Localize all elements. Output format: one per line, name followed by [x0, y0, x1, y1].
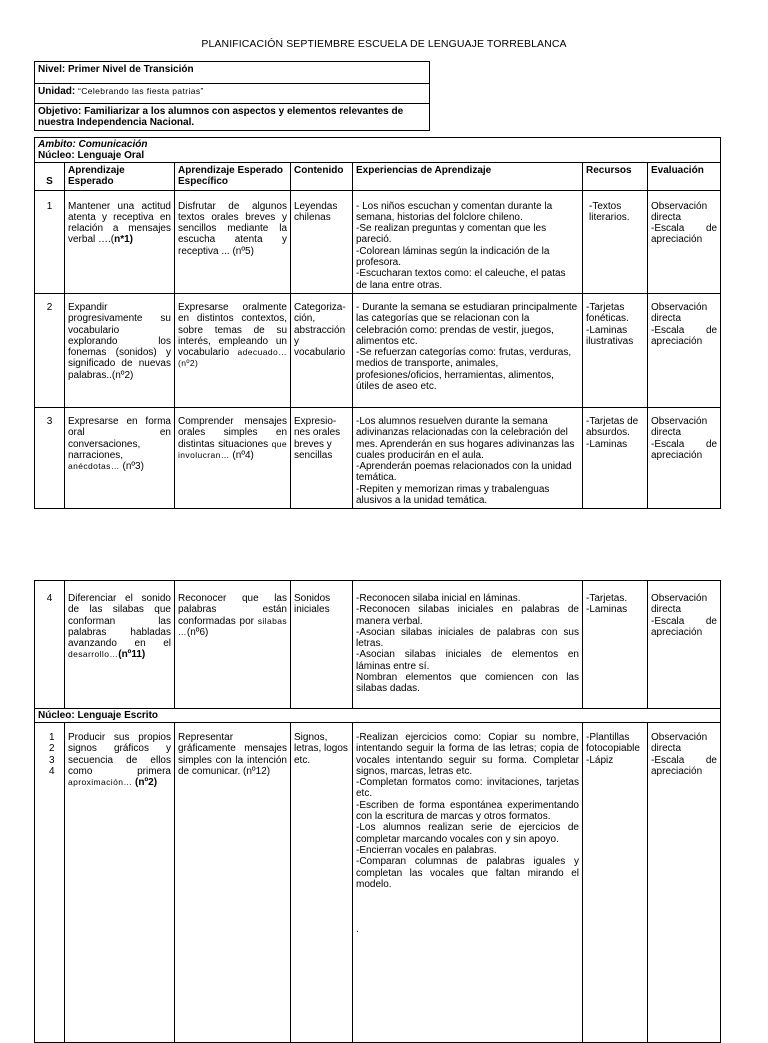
table-row — [35, 407, 721, 508]
eval-item: -Escala de apreciación — [651, 223, 718, 246]
unidad-value: “Celebrando las fiesta patrias” — [78, 86, 204, 96]
exp-item: -Repiten y memorizan rimas y trabalenguas alusivos a la unidad temática. — [356, 483, 550, 507]
col-header-aee: Aprendizaje Esperado Específico — [175, 163, 291, 191]
row-s: 1 2 3 4 — [35, 723, 65, 1043]
exp-item: -Escriben de forma espontánea experimentando con la escritura de marcas y otros formatos. — [356, 799, 579, 823]
exp-item: - Durante la semana se estudiaran principalmente las categorías que se relacionan con la celebración como: prendas de vestir, juegos, alimentos etc. — [356, 301, 578, 347]
exp-item: -Se refuerzan categorías como: frutas, verduras, medios de transporte, animales, profesiones/oficios, herramientas, alimentos, útiles de aseo etc. — [356, 347, 572, 393]
exp-item: -Asocian silabas iniciales de palabras con sus letras. — [356, 626, 579, 650]
nucleo-escrito-label: Núcleo: Lenguaje Escrito — [35, 709, 721, 723]
eval-item: Observación directa — [651, 200, 708, 223]
exp-item: -Reconocen silabas iniciales en palabras de manera verbal. — [356, 604, 579, 627]
row-recursos — [583, 190, 648, 293]
aee-small: que involucran… — [178, 438, 287, 460]
eval-item: -Escala de apreciación — [651, 754, 717, 777]
exp-item: - Los niños escuchan y comentan durante la semana, historias del folclore chileno. — [356, 200, 553, 223]
table-row — [35, 293, 721, 407]
eval-item: Observación directa — [651, 415, 708, 439]
aee-ref: (nº4) — [229, 449, 254, 461]
row-evaluacion — [648, 723, 721, 1043]
exp-trailing-mark: . — [356, 924, 359, 936]
recurso-item: -Textos literarios. — [589, 200, 630, 223]
row-ae — [65, 581, 175, 709]
column-header-row — [35, 163, 721, 191]
planning-table-escrito — [34, 580, 721, 1043]
row-evaluacion — [648, 581, 721, 709]
row-contenido: Signos, letras, logos etc. — [291, 723, 353, 1043]
row-aee: Disfrutar de algunos textos orales breves y sencillos mediante la escucha atenta y receptiva ... (nº5) — [175, 190, 291, 293]
row-contenido: Expresio-nes orales breves y sencillas — [291, 407, 353, 508]
exp-item: -Completan formatos como: invitaciones, tarjetas etc. — [356, 777, 579, 800]
unidad-field — [35, 84, 429, 104]
col-header-ae: Aprendizaje Esperado — [65, 163, 175, 191]
objetivo-field: Objetivo: Familiarizar a los alumnos con aspectos y elementos relevantes de nuestra Independencia Nacional. — [38, 106, 404, 128]
row-s: 3 — [35, 407, 65, 508]
ae-small: aproximación… — [68, 777, 133, 788]
exp-item: -Los alumnos resuelven durante la semana adivinanzas relacionadas con la celebración del mes. Aprenderán en sus hogares adivinanzas las cuales producirán en el aula. — [356, 415, 575, 461]
ae-text: Producir sus propios signos gráficos y secuencia de ellos como primera — [68, 732, 171, 777]
table-row — [35, 190, 721, 293]
row-contenido: Sonidos iniciales — [291, 581, 353, 709]
nivel-field: Nivel: Primer Nivel de Transición — [35, 62, 429, 84]
row-evaluacion — [648, 190, 721, 293]
row-recursos — [583, 407, 648, 508]
eval-item: -Escala de apreciación — [651, 438, 718, 461]
row-experiencias — [353, 190, 583, 293]
row-ae: Expandir progresivamente su vocabulario explorando los fonemas (sonidos) y significado de nuevas palabras..(nº2) — [65, 293, 175, 407]
col-header-contenido: Contenido — [291, 163, 353, 191]
exp-item: -Se realizan preguntas y comentan que les pareció. — [356, 223, 547, 246]
aee-small: silabas … — [178, 615, 287, 637]
header-box — [34, 61, 430, 131]
eval-item: -Escala de apreciación — [651, 324, 718, 347]
col-header-recursos: Recursos — [583, 163, 648, 191]
row-ae — [65, 190, 175, 293]
row-s: 4 — [35, 581, 65, 709]
page-title: PLANIFICACIÓN SEPTIEMBRE ESCUELA DE LENGUAJE TORREBLANCA — [201, 38, 567, 50]
ae-small: desarrollo… — [68, 649, 119, 660]
exp-item: -Escucharan textos como: el caleuche, el patas de lana entre otras. — [356, 268, 566, 291]
row-ae — [65, 723, 175, 1043]
unidad-label: Unidad: — [38, 86, 76, 97]
recurso-item: -Laminas — [586, 438, 628, 450]
table-row — [35, 723, 721, 1043]
aee-text: Comprender mensajes orales simples en distintas situaciones — [178, 415, 287, 450]
row-experiencias — [353, 723, 583, 1043]
row-evaluacion — [648, 407, 721, 508]
recurso-item: -Plantillas fotocopiable — [586, 732, 640, 755]
col-header-experiencias: Experiencias de Aprendizaje — [353, 163, 583, 191]
ae-ref: (nº2) — [132, 777, 158, 789]
eval-item: -Escala de apreciación — [651, 615, 717, 638]
row-aee: Representar gráficamente mensajes simples con la intención de comunicar. (nº12) — [175, 723, 291, 1043]
aee-text: Expresarse oralmente en distintos contextos, sobre temas de su interés, empleando un vocabulario — [178, 301, 287, 359]
exp-item: -Encierran vocales en palabras. — [356, 844, 497, 856]
planning-table-oral — [34, 137, 721, 509]
ae-ref: (nº11) — [118, 649, 146, 661]
row-aee — [175, 293, 291, 407]
recurso-item: -Lápiz — [586, 754, 614, 766]
row-s: 1 — [35, 190, 65, 293]
ae-text: Mantener una actitud atenta y receptiva en relación a mensajes verbal ….( — [68, 200, 171, 246]
ambito-nucleo-header — [35, 138, 721, 163]
row-s: 2 — [35, 293, 65, 407]
recurso-item: -Tarjetas de absurdos. — [586, 415, 639, 439]
row-evaluacion — [648, 293, 721, 407]
ae-text: Expresarse en forma oral en conversaciones, narraciones, — [68, 415, 171, 461]
col-header-evaluacion: Evaluación — [648, 163, 721, 191]
exp-item: -Comparan columnas de palabras iguales y completan las vocales que faltan mirando el modelo. — [356, 856, 579, 890]
recurso-item: -Tarjetas. — [586, 593, 628, 604]
ae-small: anécdotas… — [68, 461, 120, 472]
table-row — [35, 581, 721, 709]
exp-item: -Colorean láminas según la indicación de la profesora. — [356, 245, 550, 269]
aee-ref: (nº6) — [186, 626, 209, 638]
exp-item: -Reconocen silaba inicial en láminas. — [356, 593, 521, 604]
recurso-item: -Laminas ilustrativas — [586, 324, 634, 347]
row-recursos — [583, 581, 648, 709]
ambito-label: Ambito: Comunicación — [38, 139, 148, 150]
row-aee — [175, 407, 291, 508]
ae-ref: n*1) — [114, 234, 134, 246]
eval-item: Observación directa — [651, 593, 708, 616]
eval-item: Observación directa — [651, 301, 708, 325]
exp-item: -Los alumnos realizan serie de ejercicios de completar marcando vocales con y sin apoyo. — [356, 822, 579, 845]
row-recursos — [583, 293, 648, 407]
row-aee — [175, 581, 291, 709]
aee-text: Reconocer que las palabras están conformadas por — [178, 593, 287, 627]
ae-text: Diferenciar el sonido de las silabas que conforman las palabras habladas avanzando en el — [68, 593, 171, 650]
recurso-item: -Laminas — [586, 604, 628, 616]
eval-item: Observación directa — [651, 732, 708, 755]
nucleo-oral-label: Núcleo: Lenguaje Oral — [38, 150, 145, 161]
row-contenido: Leyendas chilenas — [291, 190, 353, 293]
ae-ref: (nº3) — [119, 461, 144, 473]
aee-small: adecuado…(nº2) — [178, 347, 287, 369]
recurso-item: -Tarjetas fonéticas. — [586, 301, 629, 325]
row-experiencias — [353, 407, 583, 508]
row-recursos — [583, 723, 648, 1043]
row-experiencias — [353, 581, 583, 709]
row-ae — [65, 407, 175, 508]
exp-item: Nombran elementos que comiencen con las silabas dadas. — [356, 672, 579, 695]
col-header-s: S — [35, 163, 65, 191]
row-experiencias — [353, 293, 583, 407]
exp-item: -Realizan ejercicios como: Copiar su nombre, intentando seguir la forma de las letras; copia de vocales intentando seguir su forma. Completar signos, marcas, letras etc. — [356, 732, 579, 777]
exp-item: -Asocian silabas iniciales de elementos en láminas entre sí. — [356, 649, 579, 672]
row-contenido: Categoriza-ción, abstracción y vocabulario — [291, 293, 353, 407]
exp-item: -Aprenderán poemas relacionados con la unidad temática. — [356, 461, 572, 484]
